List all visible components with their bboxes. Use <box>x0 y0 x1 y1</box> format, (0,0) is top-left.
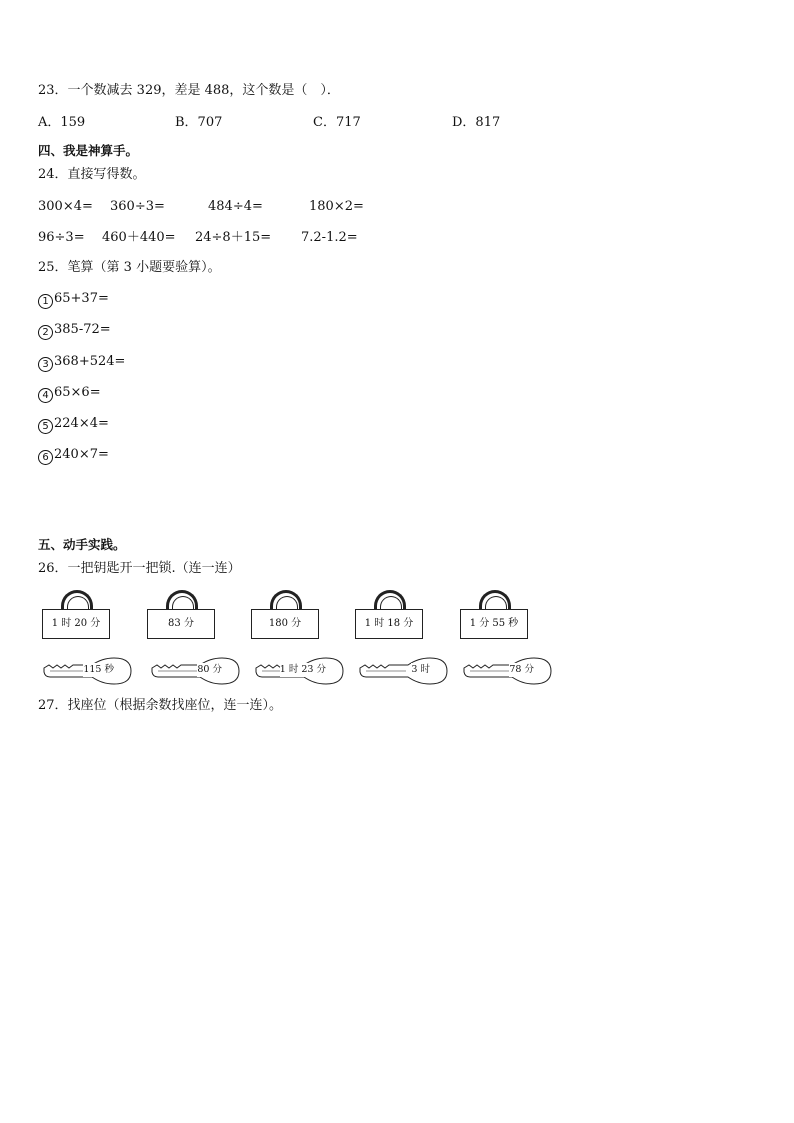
q24-r1-c3: 484÷4= <box>208 199 263 214</box>
lock-1-label: 1 时 20 分 <box>42 609 110 639</box>
q24-r2-c4: 7.2-1.2= <box>301 230 358 245</box>
q25-expr-1: 65+37= <box>54 291 109 306</box>
key-2-label: 80 分 <box>197 664 222 675</box>
q24-stem: 24．直接写得数。 <box>38 167 146 182</box>
lock-2[interactable] <box>147 590 215 640</box>
q25-expr-2: 385-72= <box>54 322 111 337</box>
circled-number-4: 4 <box>38 388 53 403</box>
key-icon <box>358 656 450 686</box>
lock-4[interactable] <box>355 590 423 640</box>
q27-stem: 27．找座位（根据余数找座位，连一连）。 <box>38 698 283 713</box>
section5-title: 五、动手实践。 <box>38 537 126 552</box>
key-3[interactable] <box>254 656 346 686</box>
q25-item-2 <box>38 322 111 340</box>
q23-option-c[interactable]: C．717 <box>313 115 361 130</box>
key-4[interactable] <box>358 656 450 686</box>
circled-number-6: 6 <box>38 450 53 465</box>
q24-r2-c1: 96÷3= <box>38 230 85 245</box>
key-icon <box>150 656 242 686</box>
q24-r2-c2: 460＋440= <box>102 230 176 245</box>
section4-title: 四、我是神算手。 <box>38 143 139 158</box>
q25-expr-5: 224×4= <box>54 416 109 431</box>
lock-4-label: 1 时 18 分 <box>355 609 423 639</box>
key-3-label: 1 时 23 分 <box>279 664 326 675</box>
key-icon <box>462 656 554 686</box>
q25-expr-3: 368+524= <box>54 354 126 369</box>
circled-number-5: 5 <box>38 419 53 434</box>
q24-r1-c1: 300×4= <box>38 199 93 214</box>
key-1[interactable] <box>42 656 134 686</box>
q23-stem: 23．一个数减去 329，差是 488，这个数是（ ）． <box>38 83 340 98</box>
q25-item-4 <box>38 385 101 403</box>
lock-3[interactable] <box>251 590 319 640</box>
q24-r1-c2: 360÷3= <box>110 199 165 214</box>
lock-2-label: 83 分 <box>147 609 215 639</box>
key-1-label: 115 秒 <box>83 664 114 675</box>
q25-item-1 <box>38 291 109 309</box>
lock-5-label: 1 分 55 秒 <box>460 609 528 639</box>
q25-item-3 <box>38 354 125 372</box>
key-5[interactable] <box>462 656 554 686</box>
q25-item-6 <box>38 447 109 465</box>
lock-1[interactable] <box>42 590 110 640</box>
q25-expr-6: 240×7= <box>54 447 109 462</box>
q25-stem: 25．笔算（第 3 小题要验算）。 <box>38 260 221 275</box>
q23-option-d[interactable]: D．817 <box>452 115 501 130</box>
key-4-label: 3 时 <box>411 664 430 675</box>
q24-r1-c4: 180×2= <box>309 199 364 214</box>
key-2[interactable] <box>150 656 242 686</box>
q25-expr-4: 65×6= <box>54 385 101 400</box>
q24-r2-c3: 24÷8＋15= <box>195 230 272 245</box>
circled-number-1: 1 <box>38 294 53 309</box>
key-5-label: 78 分 <box>509 664 534 675</box>
q23-option-b[interactable]: B．707 <box>175 115 223 130</box>
q26-stem: 26．一把钥匙开一把锁.（连一连） <box>38 561 241 576</box>
q23-option-a[interactable]: A．159 <box>38 115 86 130</box>
circled-number-3: 3 <box>38 357 53 372</box>
circled-number-2: 2 <box>38 325 53 340</box>
q25-item-5 <box>38 416 109 434</box>
lock-5[interactable] <box>460 590 528 640</box>
lock-3-label: 180 分 <box>251 609 319 639</box>
